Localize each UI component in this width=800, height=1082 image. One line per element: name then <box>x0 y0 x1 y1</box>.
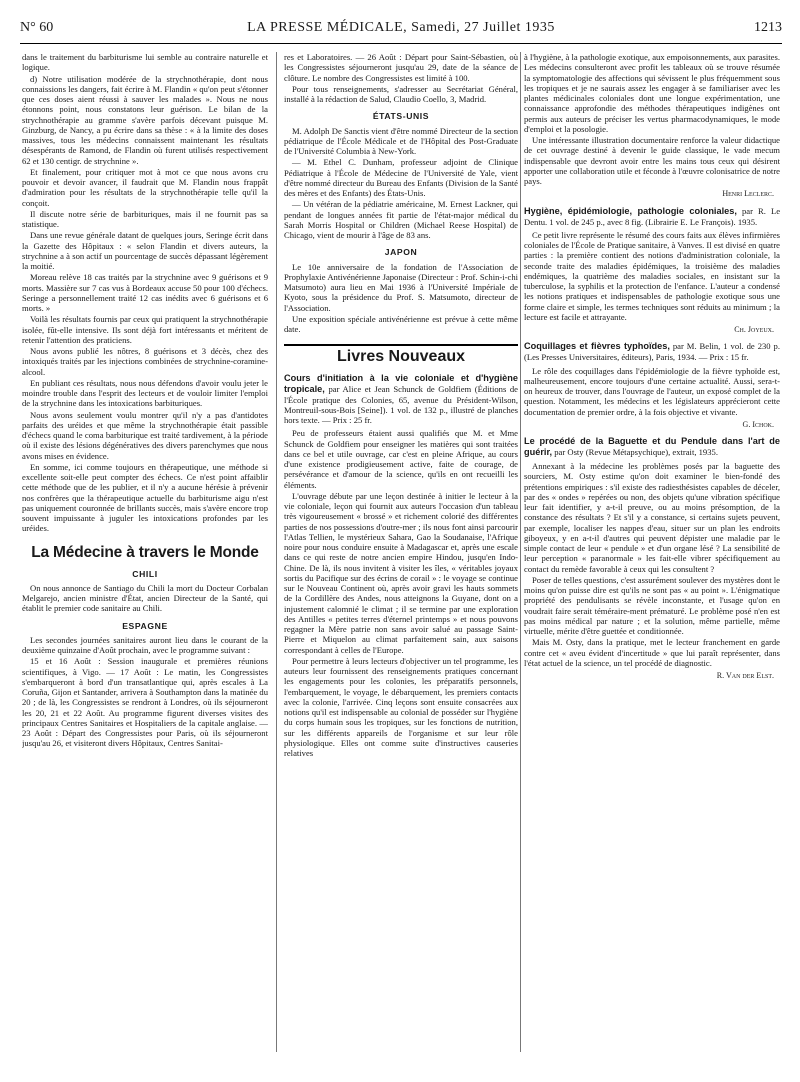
paragraph: Poser de telles questions, c'est assurément soulever des mystères dont le moins qu'on puisse dire est qu'ils ne sont pas « au point ». L'énigmatique propriété des pendulisants se révèle inconstante, et l'usage qu'on en voudrait faire serait téméraire-ment prématuré. Le problème posé n'en est pas moins médical par nature ; et la solution, même partielle, même virtuelle, mérite d'être guettée et conditionnée. <box>524 574 780 636</box>
paragraph: à l'hygiène, à la pathologie exotique, aux empoisonnements, aux parasites. Les médecins consulteront avec profit les tableaux où se trouve résumée la symptomatologie des affections qui sévissent le plus fréquemment sous les tropiques et je ne saurais assez les engager à se familiariser avec les plantes médicinales coloniales dont une longue expérimentation, une connaissance approfondie des méthodes thérapeutiques indigènes ont permis aux auteurs de préciser les vertus pharmacodynamiques, le mode d'emploi et la posologie. <box>524 52 780 134</box>
column-right <box>524 52 780 1062</box>
book-meta: par R. Le Dentu. 1 vol. de 245 p., avec 8 fig. (Librairie E. Le François). 1935. <box>524 205 780 227</box>
paragraph: On nous annonce de Santiago du Chili la mort du Docteur Corbalan Melgarejo, ancien ministre d'État, ancien Directeur de la Santé, qui établit le premier code sanitaire au Chili. <box>22 582 268 614</box>
column-left <box>22 52 268 1062</box>
paragraph: Il discute notre série de barbituriques, mais il ne fournit pas sa statistique. <box>22 208 268 229</box>
column-middle <box>284 52 518 1062</box>
country-heading-japon: JAPON <box>384 247 418 258</box>
book-title: Hygiène, épidémiologie, pathologie coloniales, <box>524 205 737 216</box>
paragraph: Nous avons seulement voulu montrer qu'il n'y a pas d'antidotes parfaits des uréides et que même la strychnothérapie était passible d'échecs quand le coma barbiturique est traité tardivement, à la période où il existe des lésions dégénératives des divers parenchymes que nous avons mises en évidence. <box>22 409 268 461</box>
book-entry <box>524 436 780 458</box>
paragraph: Voilà les résultats fournis par ceux qui pratiquent la strychnothérapie isolée, fût-elle intensive. Ils sont déjà fort intéressants et méritent de retenir l'attention des praticiens. <box>22 314 268 345</box>
issue-number: N° 60 <box>20 20 54 35</box>
book-meta: par Alice et Jean Schunck de Goldfiem (Éditions de l'École pratique des Colonies, 65, avenue du Président-Wilson, Montreuil-sous-Bois [Seine]). 1 vol. de 132 p., illustré de planches hors texte. — Prix : 25 fr. <box>284 383 518 425</box>
review-signature: Ch. Joyeux. <box>734 325 774 334</box>
paragraph: Ce petit livre représente le résumé des cours faits aux élèves infirmières coloniales de l'École de Pratique sanitaire, à Vanves. Il est divisé en quatre parties : la première contient des notions d'administration coloniale, la seconde traite des maladies épidémiques, la troisième des maladies endémiques, la quatrième des maladies sociales, en insistant sur la tuberculose, la syphilis et la protection de l'enfance. L'auteur a condensé les notions pratiques et indispensables de pathologie exotique sous une forme claire et simple, les termes techniques sont réduits au minimum ; la lecture est facile et attrayante. <box>524 229 780 322</box>
paragraph: Nous avons publié les nôtres, 8 guérisons et 3 décès, chez des intoxiqués traités par les injections combinées de strychnine-coramine-alcool. <box>22 346 268 377</box>
paragraph: Une exposition spéciale antivénérienne est prévue à cette même date. <box>284 313 518 334</box>
paragraph: res et Laboratoires. — 26 Août : Départ pour Saint-Sébastien, où les Congressistes séjourneront jusqu'au 29, date de la séance de clôture. Le nombre des Congressistes est limité à 100. <box>284 52 518 83</box>
paragraph: Les secondes journées sanitaires auront lieu dans le courant de la deuxième quinzaine d'Août prochain, avec le programme suivant : <box>22 634 268 655</box>
review-signature: Henri Leclerc. <box>722 189 774 199</box>
paragraph: Peu de professeurs étaient aussi qualifiés que M. et Mme Schunck de Goldfiem pour enseigner les matières qui sont traitées dans ce bel et utile ouvrage, car c'est en pleine Afrique, au cours d'une existence prodigieusement active, faite de courage, de persévérance et d'amour de la science, qu'ils en ont recueilli les éléments. <box>284 428 518 490</box>
paragraph: dans le traitement du barbiturisme lui semble au contraire naturelle et logique. <box>22 52 268 73</box>
page-header <box>20 18 782 44</box>
page-number: 1213 <box>754 20 782 35</box>
book-title: Coquillages et fièvres typhoïdes, <box>524 341 670 352</box>
livres-nouveaux-section <box>284 344 518 758</box>
paragraph: Une intéressante illustration documentaire renforce la valeur didactique de cet ouvrage destiné à devenir le guide classique, le vade mecum indispensable que devront avoir entre les mains tous ceux qui désirent apporter une collaboration utile et féconde à l'œuvre colonisatrice de notre pays. <box>524 135 780 186</box>
book-entry <box>284 373 518 426</box>
paragraph: Mais M. Osty, dans la pratique, met le lecteur franchement en garde contre cet « aveu évident d'incertitude » que lui paraît représenter, dans l'état actuel de la science, un tel procédé de diagnostic. <box>524 637 780 668</box>
paragraph: — M. Ethel C. Dunham, professeur adjoint de Clinique Pédiatrique à l'École de Médecine de l'Université de Yale, vient d'être nommé directeur du Bureau des Enfants (Division de la Santé des mères et des Enfants) des États-Unis. <box>284 157 518 198</box>
paragraph: En somme, ici comme toujours en thérapeutique, une méthode si excellente soit-elle peut compter des échecs. Ce n'est point affaiblir cette méthode que de les publier, et il n'y a aucune hérésie à prévenir nos confrères que la thérapeutique actuelle du barbiturisme aigu n'est pas uniquement couronnée de brillants succès, mais s'avère encore trop souvent impuissante à juguler les intoxications profondes par les uréides. <box>22 461 268 534</box>
paragraph: En publiant ces résultats, nous nous défendons d'avoir voulu jeter le moindre trouble dans l'esprit des lecteurs et de vouloir limiter l'emploi de la strychnine dans les intoxications barbituriques. <box>22 377 268 409</box>
paragraph: Moreau relève 18 cas traités par la strychnine avec 9 guérisons et 9 morts. Massière sur 7 cas vus à Bordeaux accuse 50 pour 100 d'échecs. Seringe a personnellement traité 12 cas inédits avec 6 guérisons et 6 morts. » <box>22 272 268 313</box>
paragraph: — Un vétéran de la pédiatrie américaine, M. Ernest Lackner, qui pendant de longues années fit partie de l'état-major médical du Sarah Morris Hospital or Children (Michael Reese Hospital) de Chicago, vient de mourir à l'âge de 83 ans. <box>284 199 518 240</box>
book-title: Le procédé de la Baguette et du Pendule dans l'art de guérir, <box>524 436 780 457</box>
section-title: La Médecine à travers le Monde <box>31 543 259 561</box>
country-heading-espagne: ESPAGNE <box>122 620 168 631</box>
review-signature: R. Van der Elst. <box>716 671 774 680</box>
paragraph: L'ouvrage débute par une leçon destinée à initier le lecteur à la vie coloniale, leçon qui fournit aux auteurs l'occasion d'un tableau très vigoureusement « brossé » et richement colorié des différentes parties de nos possessions d'outre-mer ; ils nous font ainsi parcourir l'Atlas Tellien, le mystérieux Sahara, Gao la Soudanaise, l'Afrique noire pour nous conduire ensuite à Madagascar et, après une escale dans ce qui reste de notre ancien empire Hindou, jusqu'en Indo-Chine. De là, ils nous invitent à visiter les îles, « véritables joyaux sortis du Pacifique sur des écrins de corail » : le voyage se continue sur le Nouveau Continent où, après avoir gravi les hauts sommets de la Cordillère des Andes, nous atteignons la Guyane, dont on a injustement calomnié le climat ; il se termine par une exploration des Antilles « petites terres d'éternel printemps » et nous pouvons regagner la Mère patrie non sans avoir salué au passage Saint-Pierre et Miquelon au climat parfaitement sain, aux saisons correspondant à celles de l'Europe. <box>284 490 518 655</box>
book-meta: par Osty (Revue Métapsychique), extrait, 1935. <box>554 447 718 457</box>
paragraph: Le 10e anniversaire de la fondation de l'Association de Prophylaxie Antivénérienne Japonaise (Directeur : Prof. Schin-i-chi Matsumoto) aura lieu en Mai 1936 à l'Université Impériale de Kyoto, sous la présidence du Prof. S. Matsumoto, directeur de l'Association. <box>284 261 518 313</box>
paragraph: Pour permettre à leurs lecteurs d'objectiver un tel programme, les auteurs leur fournissent des renseignements pratiques concernant les engagements pour les colonies, les préparatifs personnels, l'embarquement, le voyage, le débarquement, les premiers contacts avec la colonie, l'arrivée. Cinq leçons sont ensuite consacrées aux notions qu'il est indispensable au colonial de posséder sur l'hygiène du corps humain sous les tropiques, sur les fonctions de nutrition, sur les différents appareils de l'organisme et sur leur rôle physiologique. Elles ont comme suite d'instructives causeries relatives <box>284 655 518 758</box>
paragraph: d) Notre utilisation modérée de la strychnothérapie, dont nous connaissions les dangers, fait écrire à M. Flandin « qu'on peut s'étonner que ces doses aient réussi à sauver les malades ». Nous ne nous étonnons point, nous constatons leur guérison. Le bilan de la strychnothérapie au gramme s'avère parfois décevant puisque M. Ginzburg, de Nancy, a pu écrire dans sa thèse : « à la limite des doses massives, tous les médecins connaissent maintenant les résultats désespérants de Ramond, de Flandin où furent utilisés respectivement 62 et 130 centigr. de strychnine ». <box>22 73 268 166</box>
country-heading-chili: CHILI <box>132 568 158 579</box>
paragraph: M. Adolph De Sanctis vient d'être nommé Directeur de la section pédiatrique de l'École Médicale et de l'Hôpital des Post-Graduate de l'Université Columbia à New-York. <box>284 125 518 156</box>
paragraph: Et finalement, pour critiquer mot à mot ce que nous avons cru pouvoir et devoir avancer, il faudrait que M. Flandin nous frappât d'admiration pour les résultats de la strychnothérapie telle qu'il la conçoit. <box>22 166 268 208</box>
paragraph: Annexant à la médecine les problèmes posés par la baguette des sourciers, M. Osty estime qu'on doit examiner le bien-fondé des prétentions empiriques : s'il existe des radiesthésistes capables de déceler, par des « ondes » repérées ou non, des objets qu'une vibration spécifique leur fait identifier, y a-t-il preuve, ou au moins présomption, de la constance des résultats ? Et s'il y a constance, si certains sujets peuvent, par exemple, localiser les nappes d'eau, situer sur un plan les endroits giboyeux, y en a-t-il d'autres qui peuvent dépister une maladie par le simple contact de leur « pendule » et d'un organe lésé ? La sensibilité de leur perception « paranormale » les fait-elle vibrer spécifiquement au contact du remède favorable à ceux qui les consultent ? <box>524 461 780 574</box>
review-signature: G. Ichok. <box>742 419 774 429</box>
paragraph: 15 et 16 Août : Session inaugurale et premières réunions scientifiques, à Vigo. — 17 Août : Le matin, les Congressistes s'embarqueront à bord d'un transatlantique qui, après escales à La Coruña, Gijon et Santander, arrivera à Southampton dans la matinée du 20 ; de là, les Congressistes se rendront à Londres, où ils séjourneront les 20, 21 et 22 Août. Au programme figurent diverses visites des principaux Centres Sanitaires et Hospitaliers de la capitale anglaise. — 23 Août : Départ des Congressistes pour Paris, où ils séjourneront jusqu'au 26, et visiteront divers Hôpitaux, Centres Sanitai- <box>22 656 268 749</box>
header-rule <box>20 43 782 44</box>
paragraph: Dans une revue générale datant de quelques jours, Seringe écrit dans la Gazette des Hôpitaux : « selon Flandin et divers auteurs, la strychnine a à son actif un pourcentage de succès dépassant légèrement la moitié. <box>22 230 268 271</box>
country-heading-usa: ÉTATS-UNIS <box>372 111 430 122</box>
journal-title: LA PRESSE MÉDICALE, Samedi, 27 Juillet 1935 <box>247 20 555 35</box>
book-entry <box>524 206 780 227</box>
paragraph: Le rôle des coquillages dans l'épidémiologie de la fièvre typhoïde est, malheureusement, encore toujours d'une certaine actualité. Aussi, sera-t-on heureux de trouver, dans l'ouvrage de l'auteur, un exposé complet de la question. Notamment, les médecins et les législateurs apprécieront cette documentation de premier ordre, à la fois objective et vivante. <box>524 365 780 417</box>
book-entry <box>524 341 780 362</box>
paragraph: Pour tous renseignements, s'adresser au Secrétariat Général, installé à la rédaction de Salud, Claudio Coello, 3, Madrid. <box>284 83 518 104</box>
column-divider <box>276 52 277 1052</box>
book-title: Cours d'initiation à la vie coloniale et d'hygiène tropicale, <box>284 372 518 394</box>
column-divider <box>520 52 521 1052</box>
section-title: Livres Nouveaux <box>336 348 466 366</box>
book-meta: par M. Belin, 1 vol. de 230 p. (Les Presses Universitaires, éditeurs), Paris, 1934. — Prix : 15 fr. <box>524 341 780 363</box>
